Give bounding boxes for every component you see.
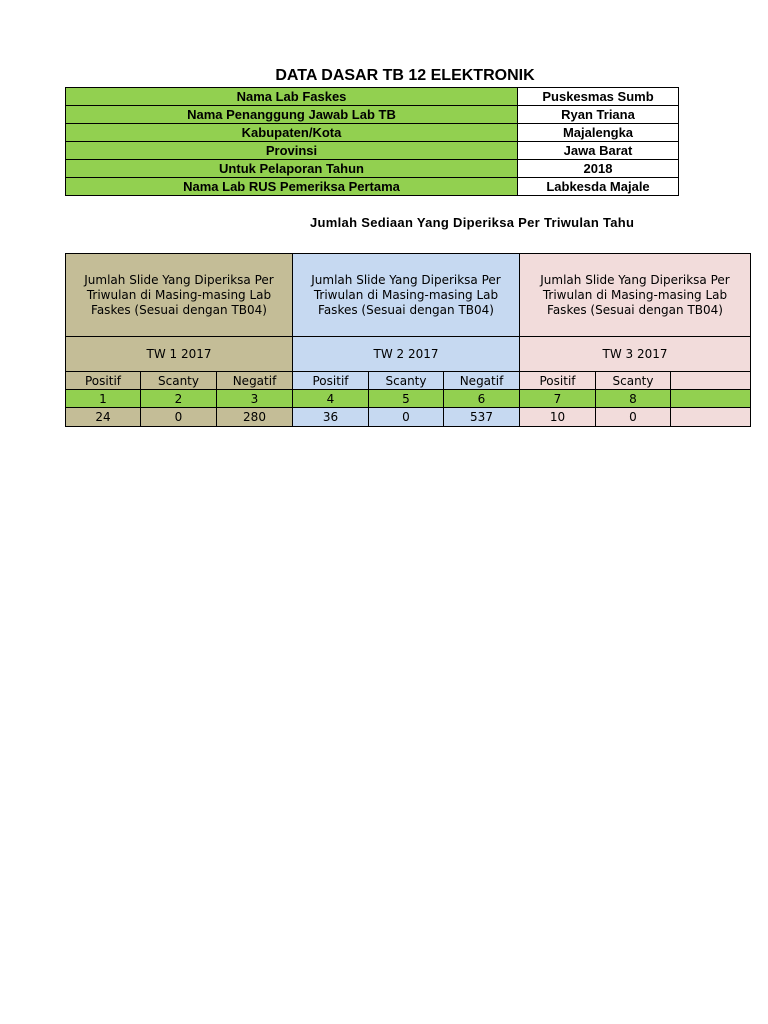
- column-header-row: [66, 372, 751, 390]
- column-header: Positif: [66, 372, 141, 390]
- tw1-header: Jumlah Slide Yang Diperiksa Per Triwulan di Masing-masing Lab Faskes (Sesuai dengan TB04): [66, 254, 293, 337]
- document-title: DATA DASAR TB 12 ELEKTRONIK: [275, 67, 535, 84]
- column-number-row: [66, 390, 751, 408]
- info-label: Nama Penanggung Jawab Lab TB: [66, 106, 518, 124]
- column-number: [671, 390, 751, 408]
- column-header: Positif: [520, 372, 596, 390]
- tw2-header: Jumlah Slide Yang Diperiksa Per Triwulan di Masing-masing Lab Faskes (Sesuai dengan TB04): [293, 254, 520, 337]
- data-cell: 10: [520, 408, 596, 427]
- info-label: Nama Lab Faskes: [66, 88, 518, 106]
- quarter-label-row: [66, 337, 751, 372]
- column-header: Positif: [293, 372, 369, 390]
- info-table: [65, 87, 679, 196]
- info-row: [66, 106, 679, 124]
- info-row: [66, 178, 679, 196]
- info-row: [66, 160, 679, 178]
- quarter-table: [65, 253, 751, 427]
- column-header: Negatif: [217, 372, 293, 390]
- header-row: [66, 254, 751, 337]
- info-value: Jawa Barat: [518, 142, 679, 160]
- column-header: Scanty: [596, 372, 671, 390]
- data-cell: [671, 408, 751, 427]
- column-number: 5: [369, 390, 444, 408]
- column-header: [671, 372, 751, 390]
- tw3-header: Jumlah Slide Yang Diperiksa Per Triwulan di Masing-masing Lab Faskes (Sesuai dengan TB04): [520, 254, 751, 337]
- info-label: Nama Lab RUS Pemeriksa Pertama: [66, 178, 518, 196]
- column-number: 3: [217, 390, 293, 408]
- column-number: 4: [293, 390, 369, 408]
- column-header: Scanty: [141, 372, 217, 390]
- info-value: Labkesda Majale: [518, 178, 679, 196]
- data-cell: 24: [66, 408, 141, 427]
- quarter-table-viewport: [65, 253, 730, 433]
- info-value: 2018: [518, 160, 679, 178]
- info-value: Puskesmas Sumb: [518, 88, 679, 106]
- data-cell: 0: [141, 408, 217, 427]
- column-number: 2: [141, 390, 217, 408]
- info-value: Majalengka: [518, 124, 679, 142]
- data-cell: 280: [217, 408, 293, 427]
- column-number: 1: [66, 390, 141, 408]
- info-value: Ryan Triana: [518, 106, 679, 124]
- column-number: 6: [444, 390, 520, 408]
- data-cell: 0: [369, 408, 444, 427]
- data-cell: 36: [293, 408, 369, 427]
- tw3-label: TW 3 2017: [520, 337, 751, 372]
- info-row: [66, 142, 679, 160]
- section-subtitle: Jumlah Sediaan Yang Diperiksa Per Triwulan Tahu: [310, 215, 635, 230]
- column-number: 8: [596, 390, 671, 408]
- tw2-label: TW 2 2017: [293, 337, 520, 372]
- column-header: Negatif: [444, 372, 520, 390]
- info-row: [66, 124, 679, 142]
- tw1-label: TW 1 2017: [66, 337, 293, 372]
- column-header: Scanty: [369, 372, 444, 390]
- data-row: [66, 408, 751, 427]
- info-label: Untuk Pelaporan Tahun: [66, 160, 518, 178]
- data-cell: 537: [444, 408, 520, 427]
- column-number: 7: [520, 390, 596, 408]
- info-label: Provinsi: [66, 142, 518, 160]
- info-label: Kabupaten/Kota: [66, 124, 518, 142]
- data-cell: 0: [596, 408, 671, 427]
- info-row: [66, 88, 679, 106]
